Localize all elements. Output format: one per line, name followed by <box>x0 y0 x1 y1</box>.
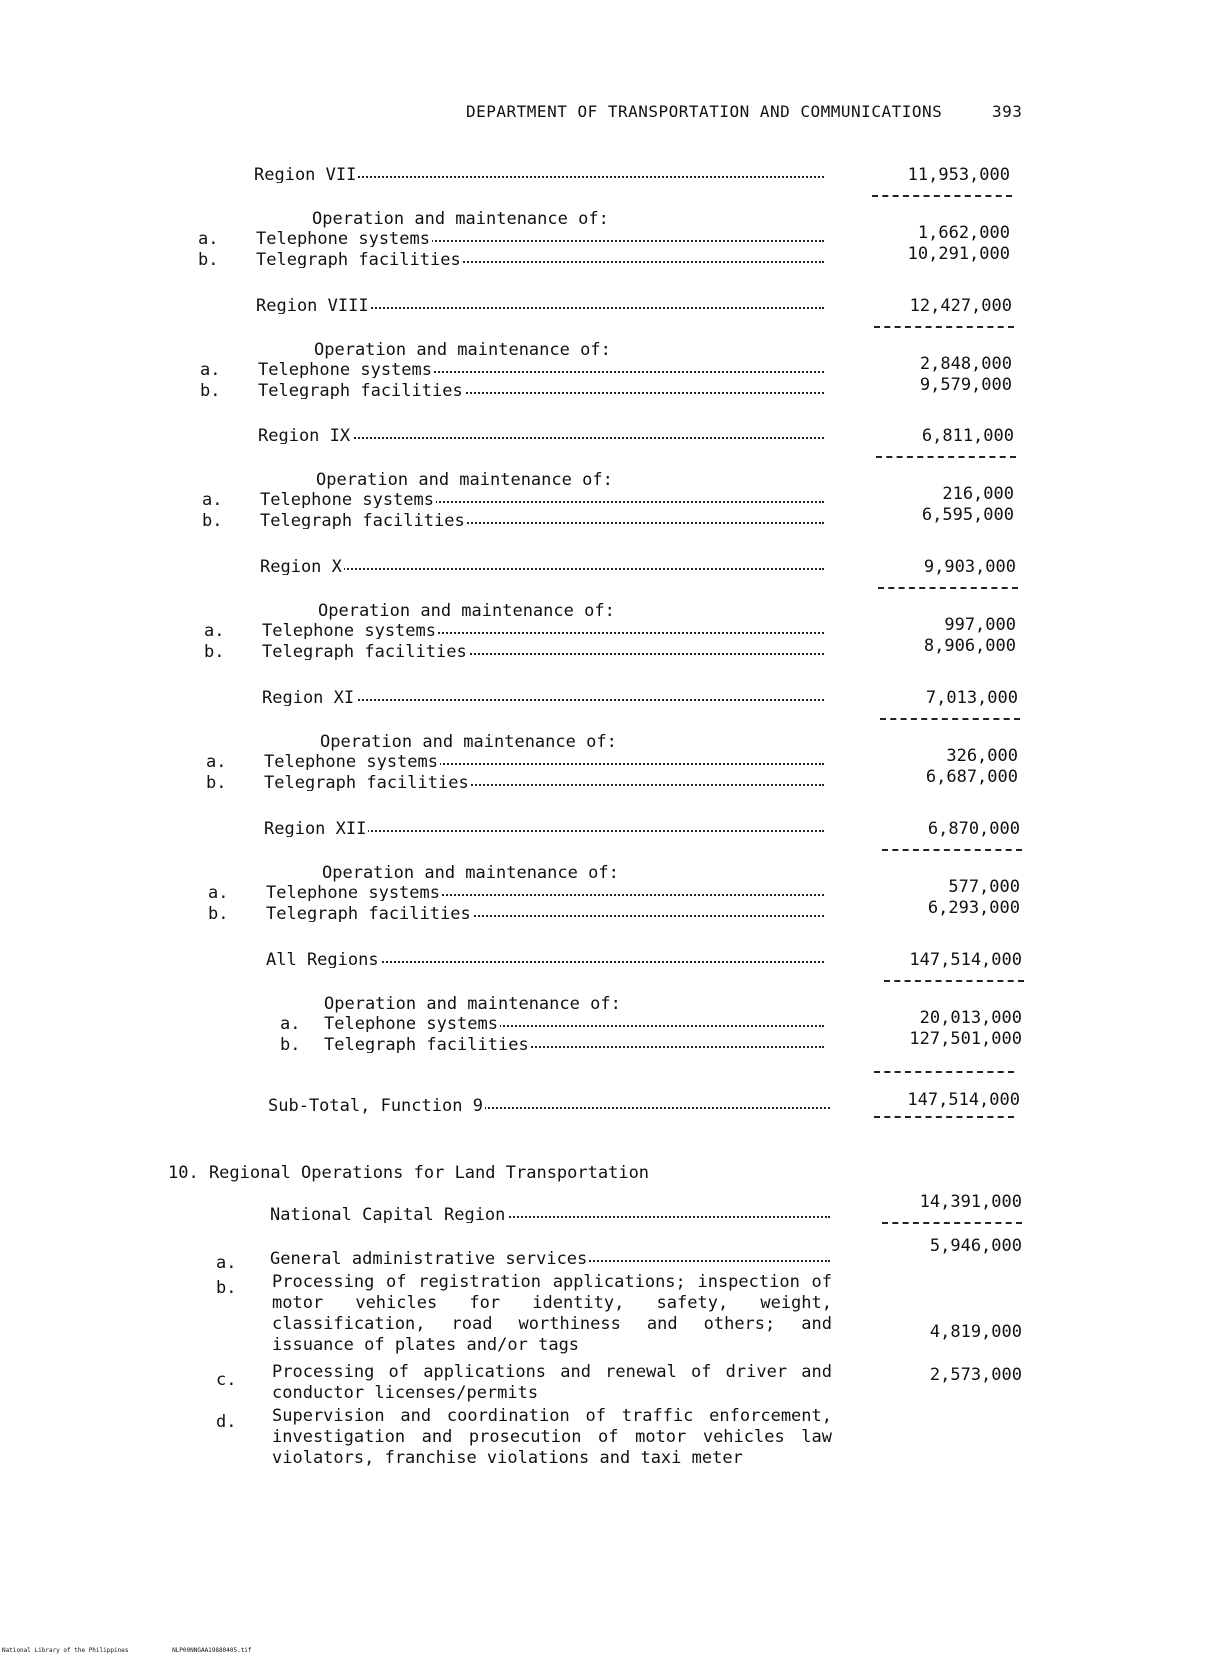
subtotal-amount: 147,514,000 <box>907 1090 1020 1110</box>
item-amount: 6,595,000 <box>921 505 1014 525</box>
ncr-rule <box>882 1222 1022 1224</box>
item-amount: 6,687,000 <box>925 767 1018 787</box>
region-rule <box>876 456 1016 458</box>
item-letter: a. <box>216 1253 237 1273</box>
operation-label: Operation and maintenance of: <box>320 732 617 752</box>
operation-label: Operation and maintenance of: <box>316 470 613 490</box>
telegraph-facilities-row <box>260 511 824 529</box>
item-letter: c. <box>216 1370 237 1390</box>
region-name: Region XII <box>264 819 367 837</box>
item-letter: a. <box>198 229 219 249</box>
item-amount: 216,000 <box>942 484 1014 504</box>
telephone-systems-row <box>260 490 824 508</box>
region-row <box>266 950 824 968</box>
ncr-label: National Capital Region <box>270 1205 506 1223</box>
region-amount: 9,903,000 <box>923 557 1016 577</box>
item-label: Telephone systems <box>260 490 434 508</box>
item-amount: 577,000 <box>948 877 1020 897</box>
item-letter: b. <box>204 642 225 662</box>
section-10-title: 10. Regional Operations for Land Transportation <box>168 1163 650 1183</box>
item-label: Telegraph facilities <box>256 250 461 268</box>
footer-right: NLP00NNGAA19880405.tif <box>172 1647 252 1654</box>
item-letter: d. <box>216 1412 237 1432</box>
region-name: Region XI <box>262 688 355 706</box>
item-label: Telegraph facilities <box>260 511 465 529</box>
item-label: Telegraph facilities <box>258 381 463 399</box>
telephone-systems-row <box>258 360 824 378</box>
region-amount: 6,811,000 <box>921 426 1014 446</box>
operation-label: Operation and maintenance of: <box>324 994 621 1014</box>
region-row <box>254 165 824 183</box>
item-amount: 2,848,000 <box>919 354 1012 374</box>
operation-label: Operation and maintenance of: <box>314 340 611 360</box>
region-rule <box>872 195 1012 197</box>
item-label: Telegraph facilities <box>324 1035 529 1053</box>
region-rule <box>878 587 1018 589</box>
region-amount: 12,427,000 <box>909 296 1012 316</box>
item-amount: 326,000 <box>946 746 1018 766</box>
item-amount: 10,291,000 <box>907 244 1010 264</box>
subtotal-row <box>268 1096 830 1114</box>
telephone-systems-row <box>266 883 824 901</box>
region-rule <box>880 718 1020 720</box>
item-letter: b. <box>198 250 219 270</box>
header-title: DEPARTMENT OF TRANSPORTATION AND COMMUNICATIONS <box>466 102 943 121</box>
item-letter: b. <box>200 381 221 401</box>
item-label: Telegraph facilities <box>262 642 467 660</box>
telegraph-facilities-row <box>324 1035 824 1053</box>
item-amount: 1,662,000 <box>917 223 1010 243</box>
operation-label: Operation and maintenance of: <box>322 863 619 883</box>
item-label: Telegraph facilities <box>266 904 471 922</box>
item-letter: b. <box>216 1278 237 1298</box>
region-row <box>258 426 824 444</box>
item-a-amount: 5,946,000 <box>929 1236 1022 1256</box>
telegraph-facilities-row <box>266 904 824 922</box>
item-letter: a. <box>204 621 225 641</box>
telegraph-facilities-row <box>256 250 824 268</box>
region-row <box>262 688 824 706</box>
region-name: Region VII <box>254 165 357 183</box>
item-letter: b. <box>202 511 223 531</box>
telephone-systems-row <box>324 1014 824 1032</box>
item-amount: 20,013,000 <box>919 1008 1022 1028</box>
item-letter: b. <box>208 904 229 924</box>
region-amount: 6,870,000 <box>927 819 1020 839</box>
item-d-text: Supervision and coordination of traffic enforcement, investigation and prosecution of motor vehicles law violators, franchise violations and taxi meter <box>272 1406 832 1468</box>
item-letter: b. <box>280 1035 301 1055</box>
region-amount: 11,953,000 <box>907 165 1010 185</box>
item-letter: a. <box>200 360 221 380</box>
region-row <box>260 557 824 575</box>
region-amount: 7,013,000 <box>925 688 1018 708</box>
item-label: Telephone systems <box>324 1014 498 1032</box>
item-b-text: Processing of registration applications; inspection of motor vehicles for identity, safety, weight, classification, road worthiness and others; and issuance of plates and/or tags <box>272 1272 832 1355</box>
region-rule <box>884 980 1024 982</box>
page-header <box>466 102 1026 121</box>
item-amount: 127,501,000 <box>909 1029 1022 1049</box>
region-row <box>256 296 824 314</box>
item-amount: 997,000 <box>944 615 1016 635</box>
page-number: 393 <box>992 102 1023 121</box>
region-row <box>264 819 824 837</box>
telephone-systems-row <box>262 621 824 639</box>
item-c-amount: 2,573,000 <box>929 1365 1022 1385</box>
item-a-text: General administrative services <box>270 1249 588 1267</box>
operation-label: Operation and maintenance of: <box>312 209 609 229</box>
region-name: Region IX <box>258 426 351 444</box>
item-letter: b. <box>206 773 227 793</box>
item-label: Telephone systems <box>262 621 436 639</box>
item-letter: a. <box>202 490 223 510</box>
item-label: Telephone systems <box>258 360 432 378</box>
item-amount: 6,293,000 <box>927 898 1020 918</box>
subtotal-label: Sub-Total, Function 9 <box>268 1096 483 1114</box>
region-rule <box>882 849 1022 851</box>
region-rule <box>874 326 1014 328</box>
telegraph-facilities-row <box>262 642 824 660</box>
telephone-systems-row <box>256 229 824 247</box>
telegraph-facilities-row <box>258 381 824 399</box>
item-label: Telegraph facilities <box>264 773 469 791</box>
region-amount: 147,514,000 <box>909 950 1022 970</box>
item-label: Telephone systems <box>266 883 440 901</box>
region-name: All Regions <box>266 950 379 968</box>
ncr-amount: 14,391,000 <box>919 1192 1022 1212</box>
subtotal-rule-bottom <box>874 1116 1014 1118</box>
item-a-row <box>270 1249 830 1267</box>
footer-left: National Library of the Philippines <box>2 1647 129 1654</box>
telephone-systems-row <box>264 752 824 770</box>
item-letter: a. <box>280 1014 301 1034</box>
region-name: Region X <box>260 557 342 575</box>
region-name: Region VIII <box>256 296 369 314</box>
subtotal-rule-top <box>874 1071 1014 1073</box>
operation-label: Operation and maintenance of: <box>318 601 615 621</box>
item-c-text: Processing of applications and renewal of driver and conductor licenses/permits <box>272 1362 832 1403</box>
item-amount: 8,906,000 <box>923 636 1016 656</box>
item-label: Telephone systems <box>256 229 430 247</box>
footer <box>2 1647 292 1654</box>
ncr-row <box>270 1205 830 1223</box>
item-letter: a. <box>208 883 229 903</box>
item-b-amount: 4,819,000 <box>929 1322 1022 1342</box>
item-label: Telephone systems <box>264 752 438 770</box>
item-amount: 9,579,000 <box>919 375 1012 395</box>
telegraph-facilities-row <box>264 773 824 791</box>
item-letter: a. <box>206 752 227 772</box>
